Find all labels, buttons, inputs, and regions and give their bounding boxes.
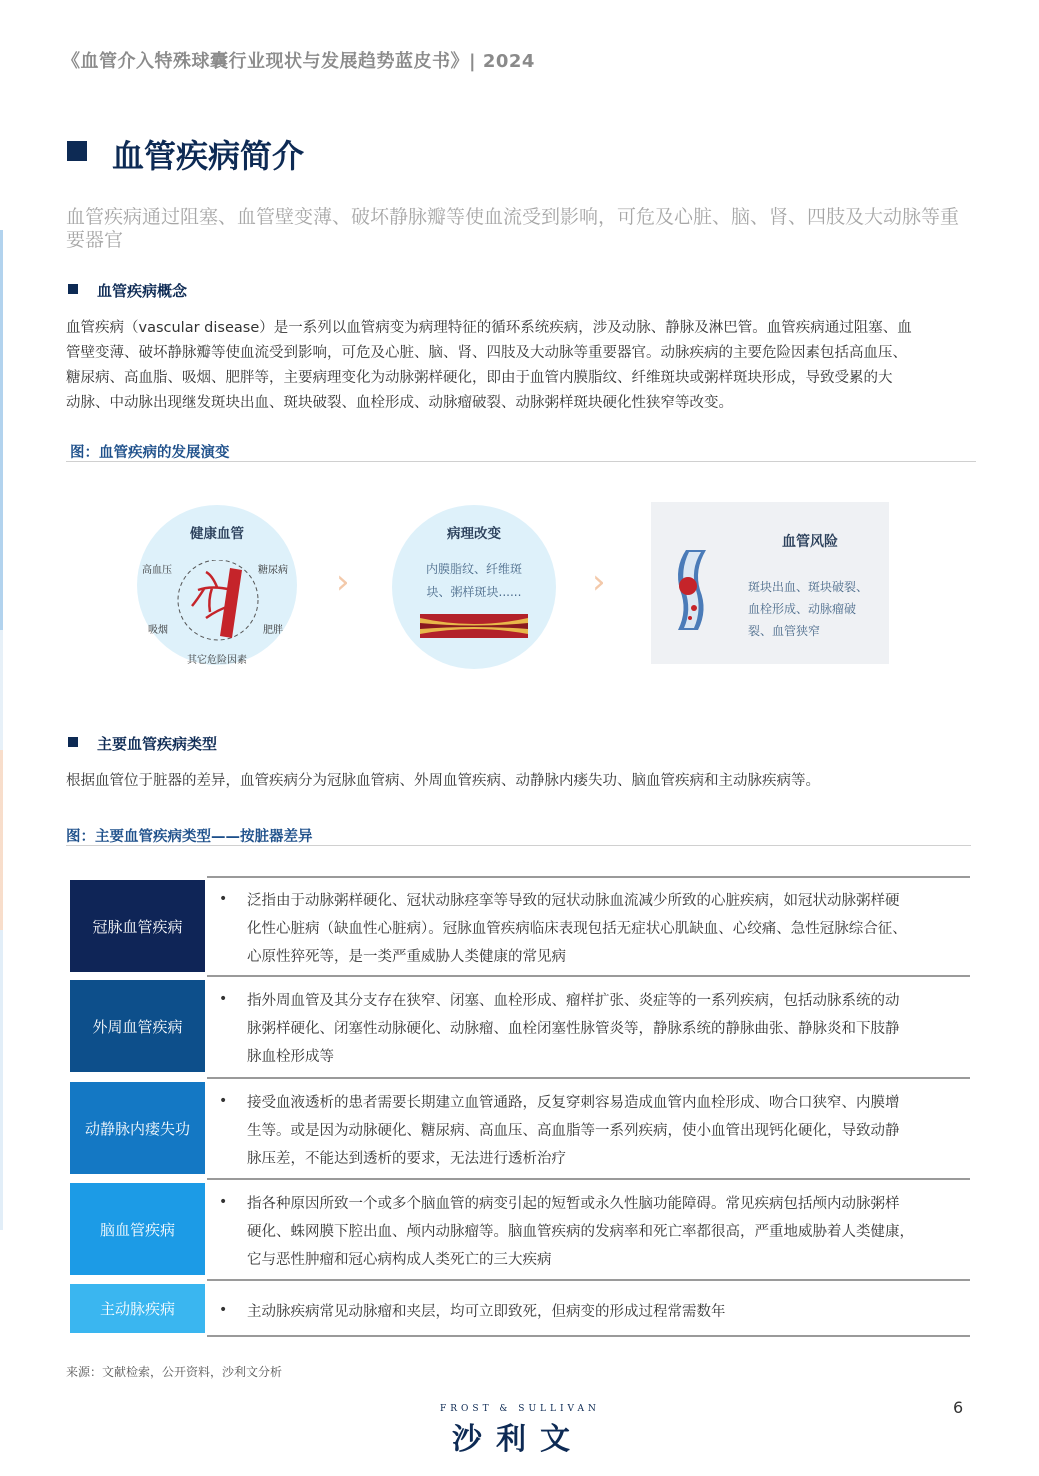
- category-description: [247, 987, 963, 1071]
- description-line: 接受血液透析的患者需要长期建立血管通路，反复穿刺容易造成血管内血栓形成、吻合口狭窄、内膜增: [247, 1095, 900, 1111]
- category-description: [247, 1089, 963, 1173]
- bullet-icon: •: [219, 991, 228, 1007]
- description-line: 脉压差，不能达到透析的要求，无法进行透析治疗: [247, 1151, 566, 1167]
- chevron-right-icon: ›: [336, 562, 350, 602]
- figure-caption-evolution: 图：血管疾病的发展演变: [70, 445, 230, 461]
- description-line: 指外周血管及其分支存在狭窄、闭塞、血栓形成、瘤样扩张、炎症等的一系列疾病，包括动脉系统的动: [247, 993, 900, 1009]
- damaged-vessel-illustration: [668, 548, 718, 632]
- category-label: 脑血管疾病: [99, 1220, 175, 1239]
- risk-factor-label: 其它危险因素: [187, 655, 247, 666]
- page-number: 6: [953, 1398, 964, 1417]
- brand-logo-english: FROST & SULLIVAN: [440, 1404, 600, 1414]
- concept-paragraph: [66, 316, 912, 416]
- caption-rule: [66, 845, 971, 846]
- category-cell-av-fistula: [70, 1082, 205, 1174]
- category-cell-aortic: [70, 1284, 205, 1333]
- description-line: 指各种原因所致一个或多个脑血管的病变引起的短暂或永久性脑功能障碍。常见疾病包括颅内动脉粥样: [247, 1196, 900, 1212]
- page-edge-decoration: [0, 230, 3, 1230]
- description-line: 硬化、蛛网膜下腔出血、颅内动脉瘤等。脑血管疾病的发病率和死亡率都很高，严重地威胁着人类健康，: [247, 1224, 914, 1240]
- category-label: 外周血管疾病: [92, 1017, 183, 1036]
- bullet-icon: •: [219, 1302, 228, 1318]
- risk-factor-label: 高血压: [142, 565, 172, 576]
- description-line: 主动脉疾病常见动脉瘤和夹层，均可立即致死，但病变的形成过程常需数年: [247, 1304, 726, 1320]
- category-label: 冠脉血管疾病: [92, 917, 183, 936]
- page-subtitle: 血管疾病通过阻塞、血管壁变薄、破坏静脉瓣等使血流受到影响，可危及心脏、脑、肾、四肢及大动脉等重要器官: [66, 206, 960, 251]
- section-heading-types: 主要血管疾病类型: [97, 735, 218, 753]
- paragraph-line: 糖尿病、高血脂、吸烟、肥胖等，主要病理变化为动脉粥样硬化，即由于血管内膜脂纹、纤维斑块或粥样斑块形成，导致受累的大: [66, 370, 893, 386]
- description-line: 生等。或是因为动脉硬化、糖尿病、高血压、高血脂等一系列疾病，使小血管出现钙化硬化，导致动静: [247, 1123, 900, 1139]
- category-cell-cerebrovascular: [70, 1183, 205, 1275]
- types-paragraph: 根据血管位于脏器的差异，血管疾病分为冠脉血管病、外周血管疾病、动静脉内瘘失功、脑血管疾病和主动脉疾病等。: [66, 773, 820, 789]
- title-marker: [67, 141, 87, 161]
- table-rule: [207, 1279, 970, 1281]
- paragraph-line: 管壁变薄、破坏静脉瓣等使血流受到影响，可危及心脏、脑、肾、四肢及大动脉等重要器官。动脉疾病的主要危险因素包括高血压、: [66, 345, 907, 361]
- description-line: 化性心脏病（缺血性心脏病）。冠脉血管疾病临床表现包括无症状心肌缺血、心绞痛、急性冠脉综合征、: [247, 921, 907, 937]
- section-heading-concept: 血管疾病概念: [97, 282, 188, 300]
- description-line: 脉粥样硬化、闭塞性动脉硬化、动脉瘤、血栓闭塞性脉管炎等，静脉系统的静脉曲张、静脉炎和下肢静: [247, 1021, 900, 1037]
- table-rule: [207, 1335, 970, 1337]
- healthy-vessel-illustration: [172, 560, 264, 642]
- description-line: 它与恶性肿瘤和冠心病构成人类死亡的三大疾病: [247, 1252, 552, 1268]
- risk-line: 血栓形成、动脉瘤破: [748, 602, 857, 616]
- table-rule: [207, 876, 970, 878]
- section-marker: [68, 284, 78, 294]
- brand-logo-chinese: 沙利文: [452, 1422, 584, 1457]
- document-header: 《血管介入特殊球囊行业现状与发展趋势蓝皮书》| 2024: [62, 51, 535, 72]
- bullet-icon: •: [219, 891, 228, 907]
- source-note: 来源：文献检索，公开资料，沙利文分析: [66, 1365, 283, 1379]
- bullet-icon: •: [219, 1194, 228, 1210]
- figure-caption-types: 图：主要血管疾病类型——按脏器差异: [66, 829, 313, 845]
- stage-title-risk: 血管风险: [782, 534, 838, 550]
- stage-title-healthy: 健康血管: [190, 526, 244, 542]
- plaque-vessel-illustration: [420, 614, 528, 638]
- risk-line: 裂、血管狭窄: [748, 624, 821, 638]
- table-rule: [207, 1077, 970, 1079]
- risk-description: [748, 576, 868, 642]
- description-line: 泛指由于动脉粥样硬化、冠状动脉痉挛等导致的冠状动脉血流减少所致的心脏疾病，如冠状动脉粥样硬: [247, 893, 900, 909]
- category-cell-peripheral: [70, 980, 205, 1072]
- risk-line: 斑块出血、斑块破裂、: [748, 580, 869, 594]
- category-label: 主动脉疾病: [99, 1300, 175, 1318]
- stage-title-pathology: 病理改变: [447, 526, 501, 542]
- category-description: [247, 1298, 963, 1326]
- bullet-icon: •: [219, 1093, 228, 1109]
- chevron-right-icon: ›: [592, 562, 606, 602]
- category-description: [247, 1190, 963, 1274]
- category-cell-coronary: [70, 880, 205, 972]
- category-label: 动静脉内瘘失功: [84, 1119, 190, 1138]
- pathology-line: 内膜脂纹、纤维斑: [425, 562, 522, 576]
- section-marker: [68, 737, 78, 747]
- risk-factor-label: 吸烟: [148, 625, 168, 636]
- paragraph-line: 血管疾病（vascular disease）是一系列以血管病变为病理特征的循环系统疾病，涉及动脉、静脉及淋巴管。血管疾病通过阻塞、血: [66, 320, 912, 336]
- caption-rule: [66, 461, 976, 462]
- risk-factor-label: 肥胖: [263, 625, 283, 636]
- description-line: 心原性猝死等，是一类严重威胁人类健康的常见病: [247, 949, 566, 965]
- table-rule: [207, 975, 970, 977]
- table-rule: [207, 1178, 970, 1180]
- risk-factor-label: 糖尿病: [258, 565, 288, 576]
- pathology-line: 块、粥样斑块......: [426, 585, 522, 599]
- page-title: 血管疾病简介: [112, 137, 305, 175]
- paragraph-line: 动脉、中动脉出现继发斑块出血、斑块破裂、血栓形成、动脉瘤破裂、动脉粥样斑块硬化性狭窄等改变。: [66, 395, 733, 411]
- pathology-description: [392, 558, 556, 604]
- category-description: [247, 887, 963, 971]
- description-line: 脉血栓形成等: [247, 1049, 334, 1065]
